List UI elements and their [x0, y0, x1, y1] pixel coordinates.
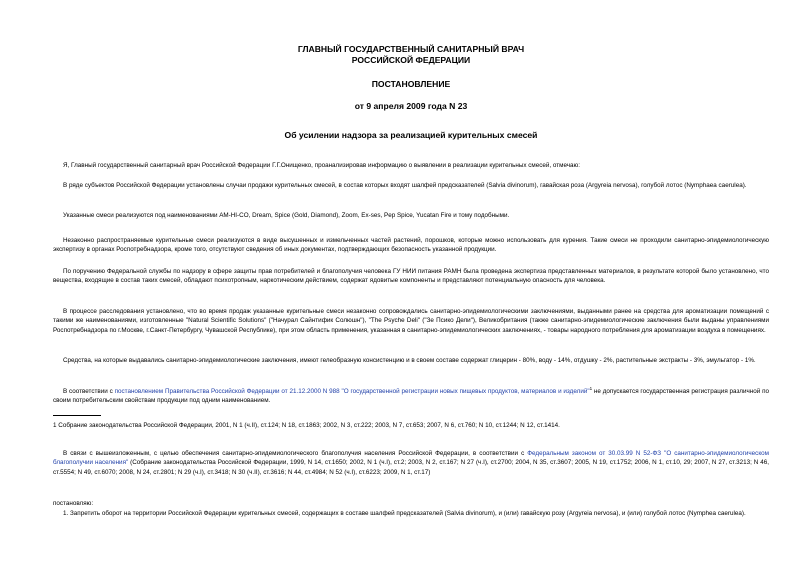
footnote-number: 1	[53, 422, 57, 429]
footnote-divider	[53, 415, 101, 416]
document-type: ПОСТАНОВЛЕНИЕ	[371, 79, 451, 89]
paragraph-registration-text-1: В соответствии с	[63, 388, 115, 395]
paragraph-intro: Я, Главный государственный санитарный врач Российской Федерации Г.Г.Онищенко, проанализировав информацию о выявлении в реализации курительных смесей, отмечаю:	[63, 162, 581, 169]
document-date: от 9 апреля 2009 года N 23	[354, 101, 468, 111]
paragraph-expertise: По поручению Федеральной службы по надзору в сфере защиты прав потребителей и благополучия человека ГУ НИИ питания РАМН была проведена экспертиза представленных материалов, в результате которой было установлено, что вещества, входящие в состав таких смесей, обладают психотропным, наркотическим действием, содержат ядовитые компоненты и представляют потенциальную опасность для человека.	[53, 268, 769, 285]
paragraph-item-1: 1. Запретить оборот на территории Российской Федерации курительных смесей, содержащих в составе шалфей предсказателей (Salvia divinorum), и (или) гавайскую розу (Argyreia nervosa), и (или) голубой лотос (Nymphea caerulea).	[63, 510, 746, 517]
paragraph-cases: В ряде субъектов Российской Федерации установлены случаи продажи курительных смесей, в состав которых входят шалфей предсказателей (Salvia divinorum), гавайская роза (Argyreia nervosa), голубой лотос (Nymphaea caerulea).	[63, 182, 747, 189]
paragraph-forms: Незаконно распространяемые курительные смеси реализуются в виде высушенных и измельченных частей растений, порошков, которые можно использовать для курения. Такие смеси не проходили санитарно-эпидемиологическую экспертизу в органах Роспотребнадзора, кроме того, отсутствуют сведения об иных документах, подтверждающих безопасность указанной продукции.	[53, 237, 769, 254]
paragraph-investigation: В процессе расследования установлено, что во время продаж указанные курительные смеси незаконно сопровождались санитарно-эпидемиологическими заключениями, выданными ранее на средства для ароматизации помещений с такими же наименованиями, изготовленные "Natural Scientific Solutions" ("Начурал Сайнтифик Солюшн"), "The Psyche Deli" ("Зе Псико Дели"), Великобритания (также санитарно-эпидемиологические заключения были выданы управлениями Роспотребнадзора по г.Москве, г.Санкт-Петербургу, Чувашской Республике), при этом область применения, указанная в санитарно-эпидемиологических заключениях, - товары народного потребления для ароматизации воздуха в помещениях.	[53, 308, 769, 334]
paragraph-decree: постановляю:	[53, 500, 94, 507]
paragraph-basis-text-2: (Собрание законодательства Российской Федерации, 1999, N 14, ст.1650; 2002, N 1 (ч.I), ст.2; 2003, N 2, ст.167; N 27 (ч.I), ст.2700; 2004, N 35, ст.3607; 2005, N 19, ст.1752; 2006, N 1, ст.10, 29; 2007, N 27, ст.3213; N 46, ст.5554; N 49, ст.6070; 2008, N 24, ст.2801; N 29 (ч.I), ст.3418; N 30 (ч.II), ст.3616; N 44, ст.4984; N 52 (ч.I), ст.6223; 2009, N 1, ст.17)	[53, 459, 769, 476]
paragraph-basis	[53, 449, 769, 477]
footnote-reference[interactable]: 1	[589, 386, 593, 391]
issuer-line-1: ГЛАВНЫЙ ГОСУДАРСТВЕННЫЙ САНИТАРНЫЙ ВРАЧ	[297, 44, 525, 54]
issuer-heading	[53, 44, 769, 66]
footnote	[53, 421, 769, 430]
paragraph-registration-text-2: не допускается государственная регистрация различной по своим потребительским свойствам продукции под одним наименованием.	[53, 388, 769, 405]
paragraph-basis-text-1: В связи с вышеизложенным, с целью обеспечения санитарно-эпидемиологического благополучия населения Российской Федерации, в соответствии с	[63, 450, 528, 457]
government-decree-link[interactable]: постановлением Правительства Российской Федерации от 21.12.2000 N 988 "О государственной регистрации новых пищевых продуктов, материалов и изделий"	[114, 388, 590, 395]
footnote-text: Собрание законодательства Российской Федерации, 2001, N 1 (ч.II), ст.124; N 18, ст.1863; 2002, N 3, ст.222; 2003, N 7, ст.653; 2007, N 6, ст.760; N 10, ст.1244; N 12, ст.1414.	[56, 422, 560, 429]
issuer-line-2: РОССИЙСКОЙ ФЕДЕРАЦИИ	[351, 55, 471, 65]
paragraph-names: Указанные смеси реализуются под наименованиями AM-HI-CO, Dream, Spice (Gold, Diamond), Zoom, Ex-ses, Pep Spice, Yucatan Fire и тому подобными.	[63, 212, 510, 219]
document-title: Об усилении надзора за реализацией курительных смесей	[284, 130, 538, 140]
paragraph-registration	[53, 387, 769, 406]
federal-law-link[interactable]: Федеральным законом от 30.03.99 N 52-ФЗ "О санитарно-эпидемиологическом благополучии населения"	[53, 450, 769, 467]
paragraph-composition: Средства, на которые выдавались санитарно-эпидемиологические заключения, имеют гелеобразную консистенцию и в своем составе содержат глицерин - 80%, воду - 14%, отдушку - 2%, растительные экстракты - 3%, эмульгатор - 1%.	[63, 357, 756, 364]
